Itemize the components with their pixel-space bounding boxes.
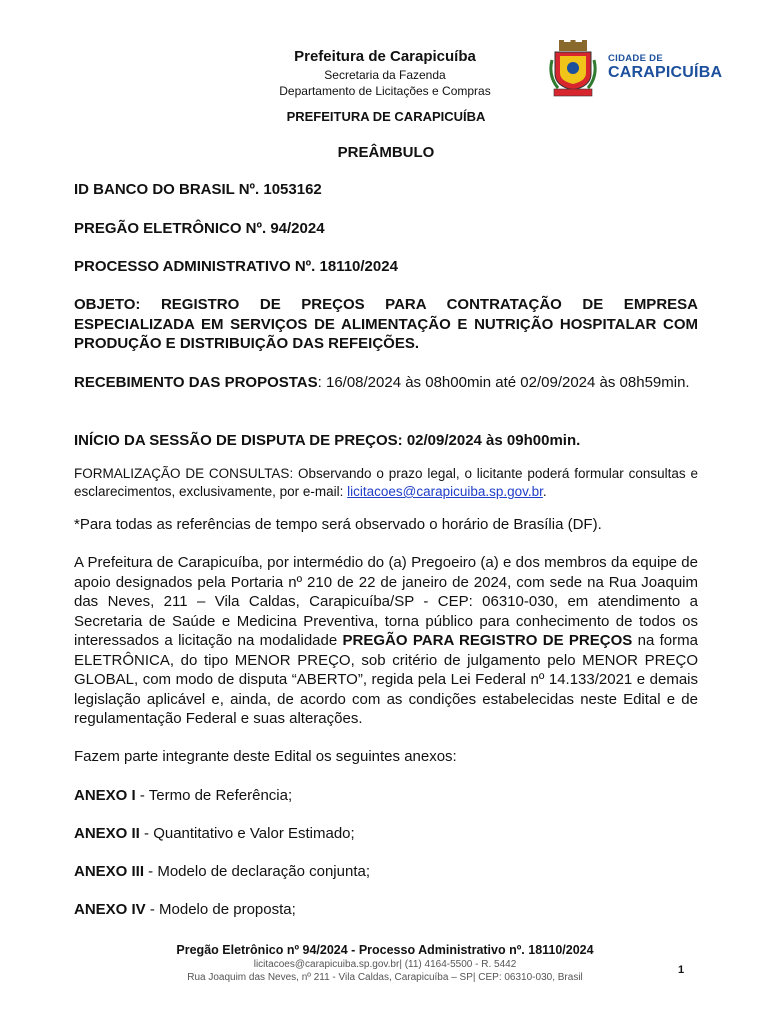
annex-line xyxy=(74,900,698,920)
intro-block xyxy=(74,553,698,729)
page-number: 1 xyxy=(678,964,685,976)
footer-contact: licitacoes@carapicuiba.sp.gov.br| (11) 4164-5500 - R. 5442 xyxy=(253,959,517,970)
horario-note: *Para todas as referências de tempo será observado o horário de Brasília (DF). xyxy=(74,516,602,533)
city-logo xyxy=(548,40,723,100)
annex-text: - Quantitativo e Valor Estimado; xyxy=(139,825,355,842)
formalizacao-paragraph xyxy=(74,465,698,501)
annex-label: ANEXO I xyxy=(74,787,136,804)
page-footer xyxy=(160,942,610,984)
intro-paragraph xyxy=(74,553,698,729)
formalizacao-block xyxy=(74,465,698,501)
intro-text-2: na forma ELETRÔNICA, do tipo MENOR PREÇO, sob critério de julgamento pelo MENOR PREÇO GLOBAL, com modo de disputa “ABERTO”, regida pela Lei Federal nº 14.133/2021 e demais legislação aplicável e, ainda, de acordo com as condições estabelecidas neste Edital e de regulamentação Federal e suas alterações. xyxy=(74,632,698,727)
objeto-block xyxy=(74,295,698,354)
horario-block xyxy=(74,515,698,535)
processo-block xyxy=(74,257,698,277)
letterhead-departamento: Departamento de Licitações e Compras xyxy=(279,84,491,98)
inicio-sessao: INÍCIO DA SESSÃO DE DISPUTA DE PREÇOS: 02/09/2024 às 09h00min. xyxy=(74,432,581,449)
org-heading-block xyxy=(74,108,698,126)
pregao-number: PREGÃO ELETRÔNICO Nº. 94/2024 xyxy=(74,220,325,237)
inicio-block xyxy=(74,431,698,451)
recebimento-label: RECEBIMENTO DAS PROPOSTAS xyxy=(74,374,318,391)
annex-item-1 xyxy=(74,786,698,806)
annex-line xyxy=(74,824,698,844)
id-banco-block xyxy=(74,180,698,200)
recebimento-block xyxy=(74,373,698,393)
pregao-block xyxy=(74,219,698,239)
annex-item-3 xyxy=(74,862,698,882)
annex-text: - Termo de Referência; xyxy=(135,787,293,804)
annex-label: ANEXO IV xyxy=(74,901,146,918)
email-link[interactable]: licitacoes@carapicuiba.sp.gov.br xyxy=(347,484,543,499)
letterhead-secretaria: Secretaria da Fazenda xyxy=(324,68,446,82)
anexos-intro-block xyxy=(74,747,698,767)
footer-title: Pregão Eletrônico nº 94/2024 - Processo Administrativo nº. 18110/2024 xyxy=(176,943,594,957)
intro-modalidade: PREGÃO PARA REGISTRO DE PREÇOS xyxy=(342,632,633,649)
org-heading: PREFEITURA DE CARAPICUÍBA xyxy=(286,109,486,124)
recebimento-dates: : 16/08/2024 às 08h00min até 02/09/2024 às 08h59min. xyxy=(317,374,690,391)
footer-address: Rua Joaquim das Neves, nº 211 - Vila Caldas, Carapicuíba – SP| CEP: 06310-030, Brasil xyxy=(187,972,583,983)
letterhead-title: Prefeitura de Carapicuíba xyxy=(294,48,476,65)
annex-item-4 xyxy=(74,900,698,920)
intro-text-1: A Prefeitura de Carapicuíba, por intermédio do (a) Pregoeiro (a) e dos membros da equipe de apoio designados pela Portaria nº 210 de 22 de janeiro de 2024, com sede na Rua Joaquim das Neves, 211 – Vila Caldas, Carapicuíba/SP - CEP: 06310-030, em atendimento a Secretaria de Saúde e Medicina Preventiva, torna público para conhecimento de todos os interessados a licitação na modalidade xyxy=(74,554,698,649)
annex-line xyxy=(74,786,698,806)
preamble-heading: PREÂMBULO xyxy=(337,144,435,161)
logo-big-text: CARAPICUÍBA xyxy=(608,64,723,81)
annex-line xyxy=(74,862,698,882)
annex-text: - Modelo de declaração conjunta; xyxy=(144,863,370,880)
annex-text: - Modelo de proposta; xyxy=(145,901,296,918)
annex-label: ANEXO II xyxy=(74,825,140,842)
logo-small-text: CIDADE DE xyxy=(608,53,663,64)
formalizacao-text: FORMALIZAÇÃO DE CONSULTAS: Observando o prazo legal, o licitante poderá formular consultas e esclarecimentos, exclusivamente, por e-mail: xyxy=(74,466,698,499)
id-banco: ID BANCO DO BRASIL Nº. 1053162 xyxy=(74,181,322,198)
anexos-intro: Fazem parte integrante deste Edital os seguintes anexos: xyxy=(74,748,457,765)
recebimento-paragraph xyxy=(74,373,698,393)
logo-wordmark xyxy=(608,53,722,82)
processo-number: PROCESSO ADMINISTRATIVO Nº. 18110/2024 xyxy=(74,258,398,275)
formalizacao-end: . xyxy=(542,484,547,499)
annex-item-2 xyxy=(74,824,698,844)
letterhead xyxy=(200,47,570,99)
coat-of-arms-icon xyxy=(548,40,598,98)
annex-label: ANEXO III xyxy=(74,863,145,880)
objeto-text: OBJETO: REGISTRO DE PREÇOS PARA CONTRATAÇÃO DE EMPRESA ESPECIALIZADA EM SERVIÇOS DE ALIMENTAÇÃO E NUTRIÇÃO HOSPITALAR COM PRODUÇÃO E DISTRIBUIÇÃO DAS REFEIÇÕES. xyxy=(74,296,698,352)
preamble-block xyxy=(74,143,698,163)
